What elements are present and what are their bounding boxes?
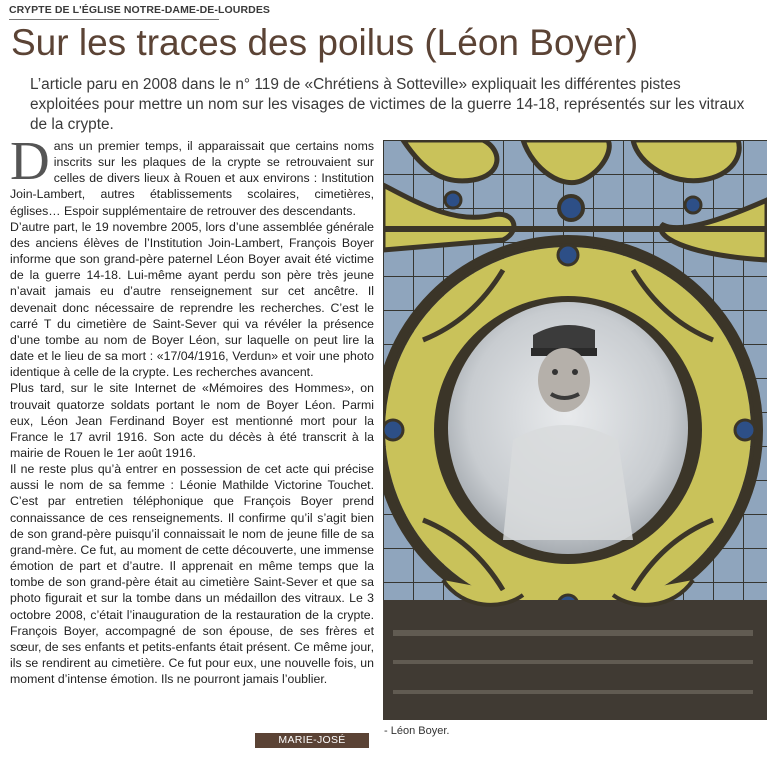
standfirst: L’article paru en 2008 dans le n° 119 de «Chrétiens à Sotteville» expliquait les différentes pistes exploitées pour mettre un nom sur les visages de victimes de la guerre 14-18, représentés sur les vitraux de la crypte. — [30, 76, 745, 133]
headline: Sur les traces des poilus (Léon Boyer) — [11, 22, 639, 63]
photo-caption: - Léon Boyer. — [384, 725, 450, 737]
body-paragraph: Plus tard, sur le site Internet de «Mémoires des Hommes», on trouvait quatorze soldats portant le nom de Boyer Léon. Parmi eux, Léon Jean Ferdinand Boyer est mentionné mort pour la France le 17 avril 1916. Son acte du décès à été transcrit à la mairie de Rouen le 1er août 1916. — [10, 381, 374, 460]
author-byline: MARIE-JOSÉ CAVALON — [255, 733, 369, 748]
body-paragraph: Il ne reste plus qu’à entrer en possession de cet acte qui précise aussi le nom de sa femme : Léonie Mathilde Victorine Touchet. C’est par entretien téléphonique que François Boyer prend connaissance de ces renseignements. Il confirme qu’il s’agit bien de son grand-père puisqu’il connaissait le nom de jeune fille de sa grand-mère. Ce fut, au moment de cette découverte, une immense émotion de part et d’autre. Il apprenait en même temps que la tombe de son grand-père était au cimetière Saint-Sever et que sa photo figurait et sur la tombe dans un médaillon des vitraux. Le 3 octobre 2008, c’était l’inauguration de la restauration de la crypte. François Boyer, accompagné de son épouse, de ses frères et sœur, de ses enfants et petits-enfants était présent. Ce même jour, ils se rendirent au cimetière. Ce fut pour eux, une nouvelle fois, un moment d’intense émotion. Ils ne pourront jamais l’oublier. — [10, 462, 374, 687]
section-tag-rule — [9, 19, 219, 20]
body-paragraph: D’autre part, le 19 novembre 2005, lors d’une assemblée générale des anciens élèves de l’Institution Join-Lambert, François Boyer informe que son grand-père paternel Léon Boyer avait été victime de la guerre 14-18. Lui-même ayant perdu son père très jeune n’avait jamais eu d’autre renseignement sur cet ancêtre. Il devenait donc nécessaire de reprendre les recherches. C’est le carré T du cimetière de Saint-Sever qui va révéler la présence d’une tombe au nom de Boyer Léon, sur laquelle on peut lire la date et le lieu de sa mort : «17/04/1916, Verdun» et voir une photo identique à celle de la crypte. Les recherches avancent. — [10, 219, 374, 380]
drop-cap: D — [10, 130, 50, 191]
section-tag: CRYPTE DE L'ÉGLISE NOTRE-DAME-DE-LOURDES — [9, 4, 271, 16]
body-paragraph: ans un premier temps, il apparaissait que certains noms inscrits sur les plaques de la crypte se retrouvaient sur celles de divers lieux à Rouen et aux environs : Institution Join-Lambert, autres établissements scolaires, cimetières, églises… Espoir supplémentaire de retrouver des descendants. — [10, 139, 374, 218]
article-body — [10, 130, 374, 687]
stained-glass-photo — [383, 140, 767, 720]
